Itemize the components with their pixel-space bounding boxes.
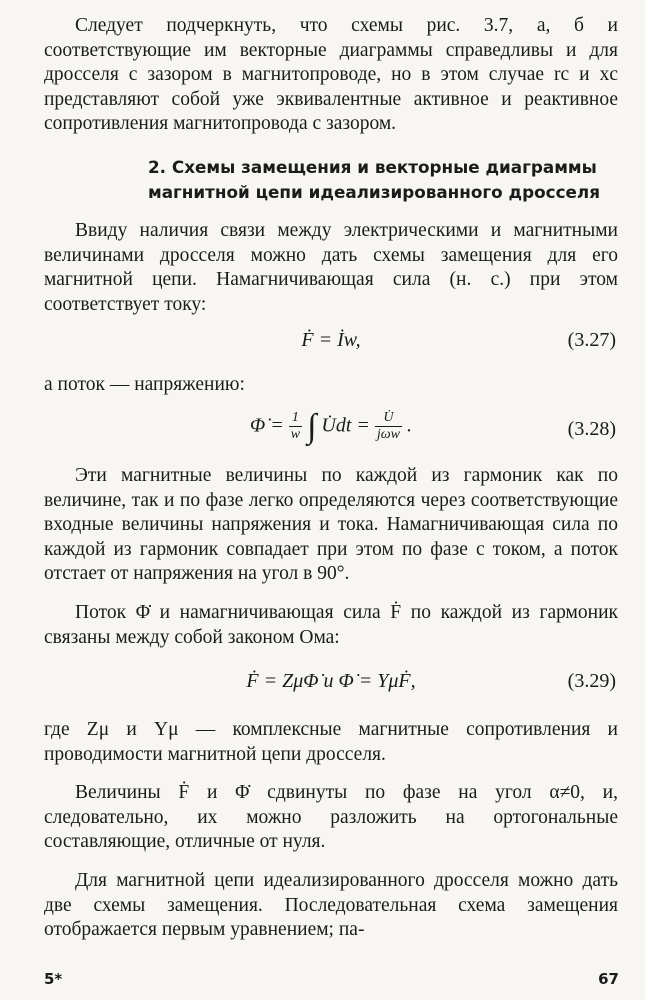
formula-3-27-number: (3.27) [567, 329, 616, 352]
formula-3-28-fraction-1 [289, 410, 302, 443]
formula-3-28-end: . [407, 414, 413, 437]
formula-3-29-expression: Ḟ = ZμΦ̇ и Φ̇ = YμḞ, [246, 670, 416, 693]
formula-3-28-expression [44, 408, 618, 446]
fraction-1-denominator: w [290, 427, 301, 443]
paragraph-harmonics: Эти магнитные величины по каждой из гармоник как по величине, так и по фазе легко определяются через соответствующие входные величины напряжения и тока. Намагничивающая сила по каждой из гармоник совпадает при этом по фазе с током, а поток отстает от напряжения на угол в 90°. [44, 464, 618, 585]
integral-sign: ∫ [307, 407, 317, 445]
formula-3-27 [44, 317, 618, 373]
formula-3-29 [44, 650, 618, 718]
page-number: 67 [598, 970, 619, 988]
section-heading: 2. Схемы замещения и векторные диаграммы магнитной цепи идеализированного дросселя [148, 156, 600, 202]
formula-3-29-number: (3.29) [567, 670, 616, 693]
paragraph-complex-impedance: где Zμ и Yμ — комплексные магнитные сопротивления и проводимости магнитной цепи дросселя. [44, 719, 618, 765]
formula-3-28-fraction-2 [375, 410, 402, 443]
formula-3-28 [44, 398, 618, 464]
paragraph-ohm-law: Поток Φ̇ и намагничивающая сила Ḟ по каждой из гармоник связаны между собой законом Ома: [44, 601, 618, 648]
page-footer [44, 970, 619, 988]
formula-3-28-number: (3.28) [567, 417, 616, 440]
fraction-2-denominator: jωw [376, 427, 401, 443]
signature-mark: 5* [44, 970, 63, 988]
formula-3-27-expression: Ḟ = İw, [301, 329, 361, 352]
paragraph-equivalent-circuits: Для магнитной цепи идеализированного дросселя можно дать две схемы замещения. Последовательная схема замещения отображается первым уравнением; па- [44, 870, 618, 941]
fraction-2-numerator: U̇ [375, 410, 402, 427]
page-content [44, 14, 618, 943]
paragraph-intro: Следует подчеркнуть, что схемы рис. 3.7, а, б и соответствующие им векторные диаграммы справедливы и для дросселя с зазором в магнитопроводе, но в этом случае rс и xс представляют собой уже эквивалентные активное и реактивное сопротивления магнитопровода с зазором. [44, 15, 618, 135]
formula-3-28-middle: U̇dt = [321, 414, 370, 437]
paragraph-flux-voltage: а поток — напряжению: [44, 374, 245, 396]
paragraph-magnetic-quantities: Ввиду наличия связи между электрическими и магнитными величинами дросселя можно дать схемы замещения для его магнитной цепи. Намагничивающая сила (н. с.) при этом соответствует току: [44, 219, 618, 315]
fraction-1-numerator: 1 [289, 410, 302, 427]
paragraph-phase-shift: Величины Ḟ и Φ̇ сдвинуты по фазе на угол α≠0, и, следовательно, их можно разложить на ортогональные составляющие, отличные от нуля. [44, 782, 618, 853]
formula-3-28-left: Φ̇ = [249, 414, 284, 437]
